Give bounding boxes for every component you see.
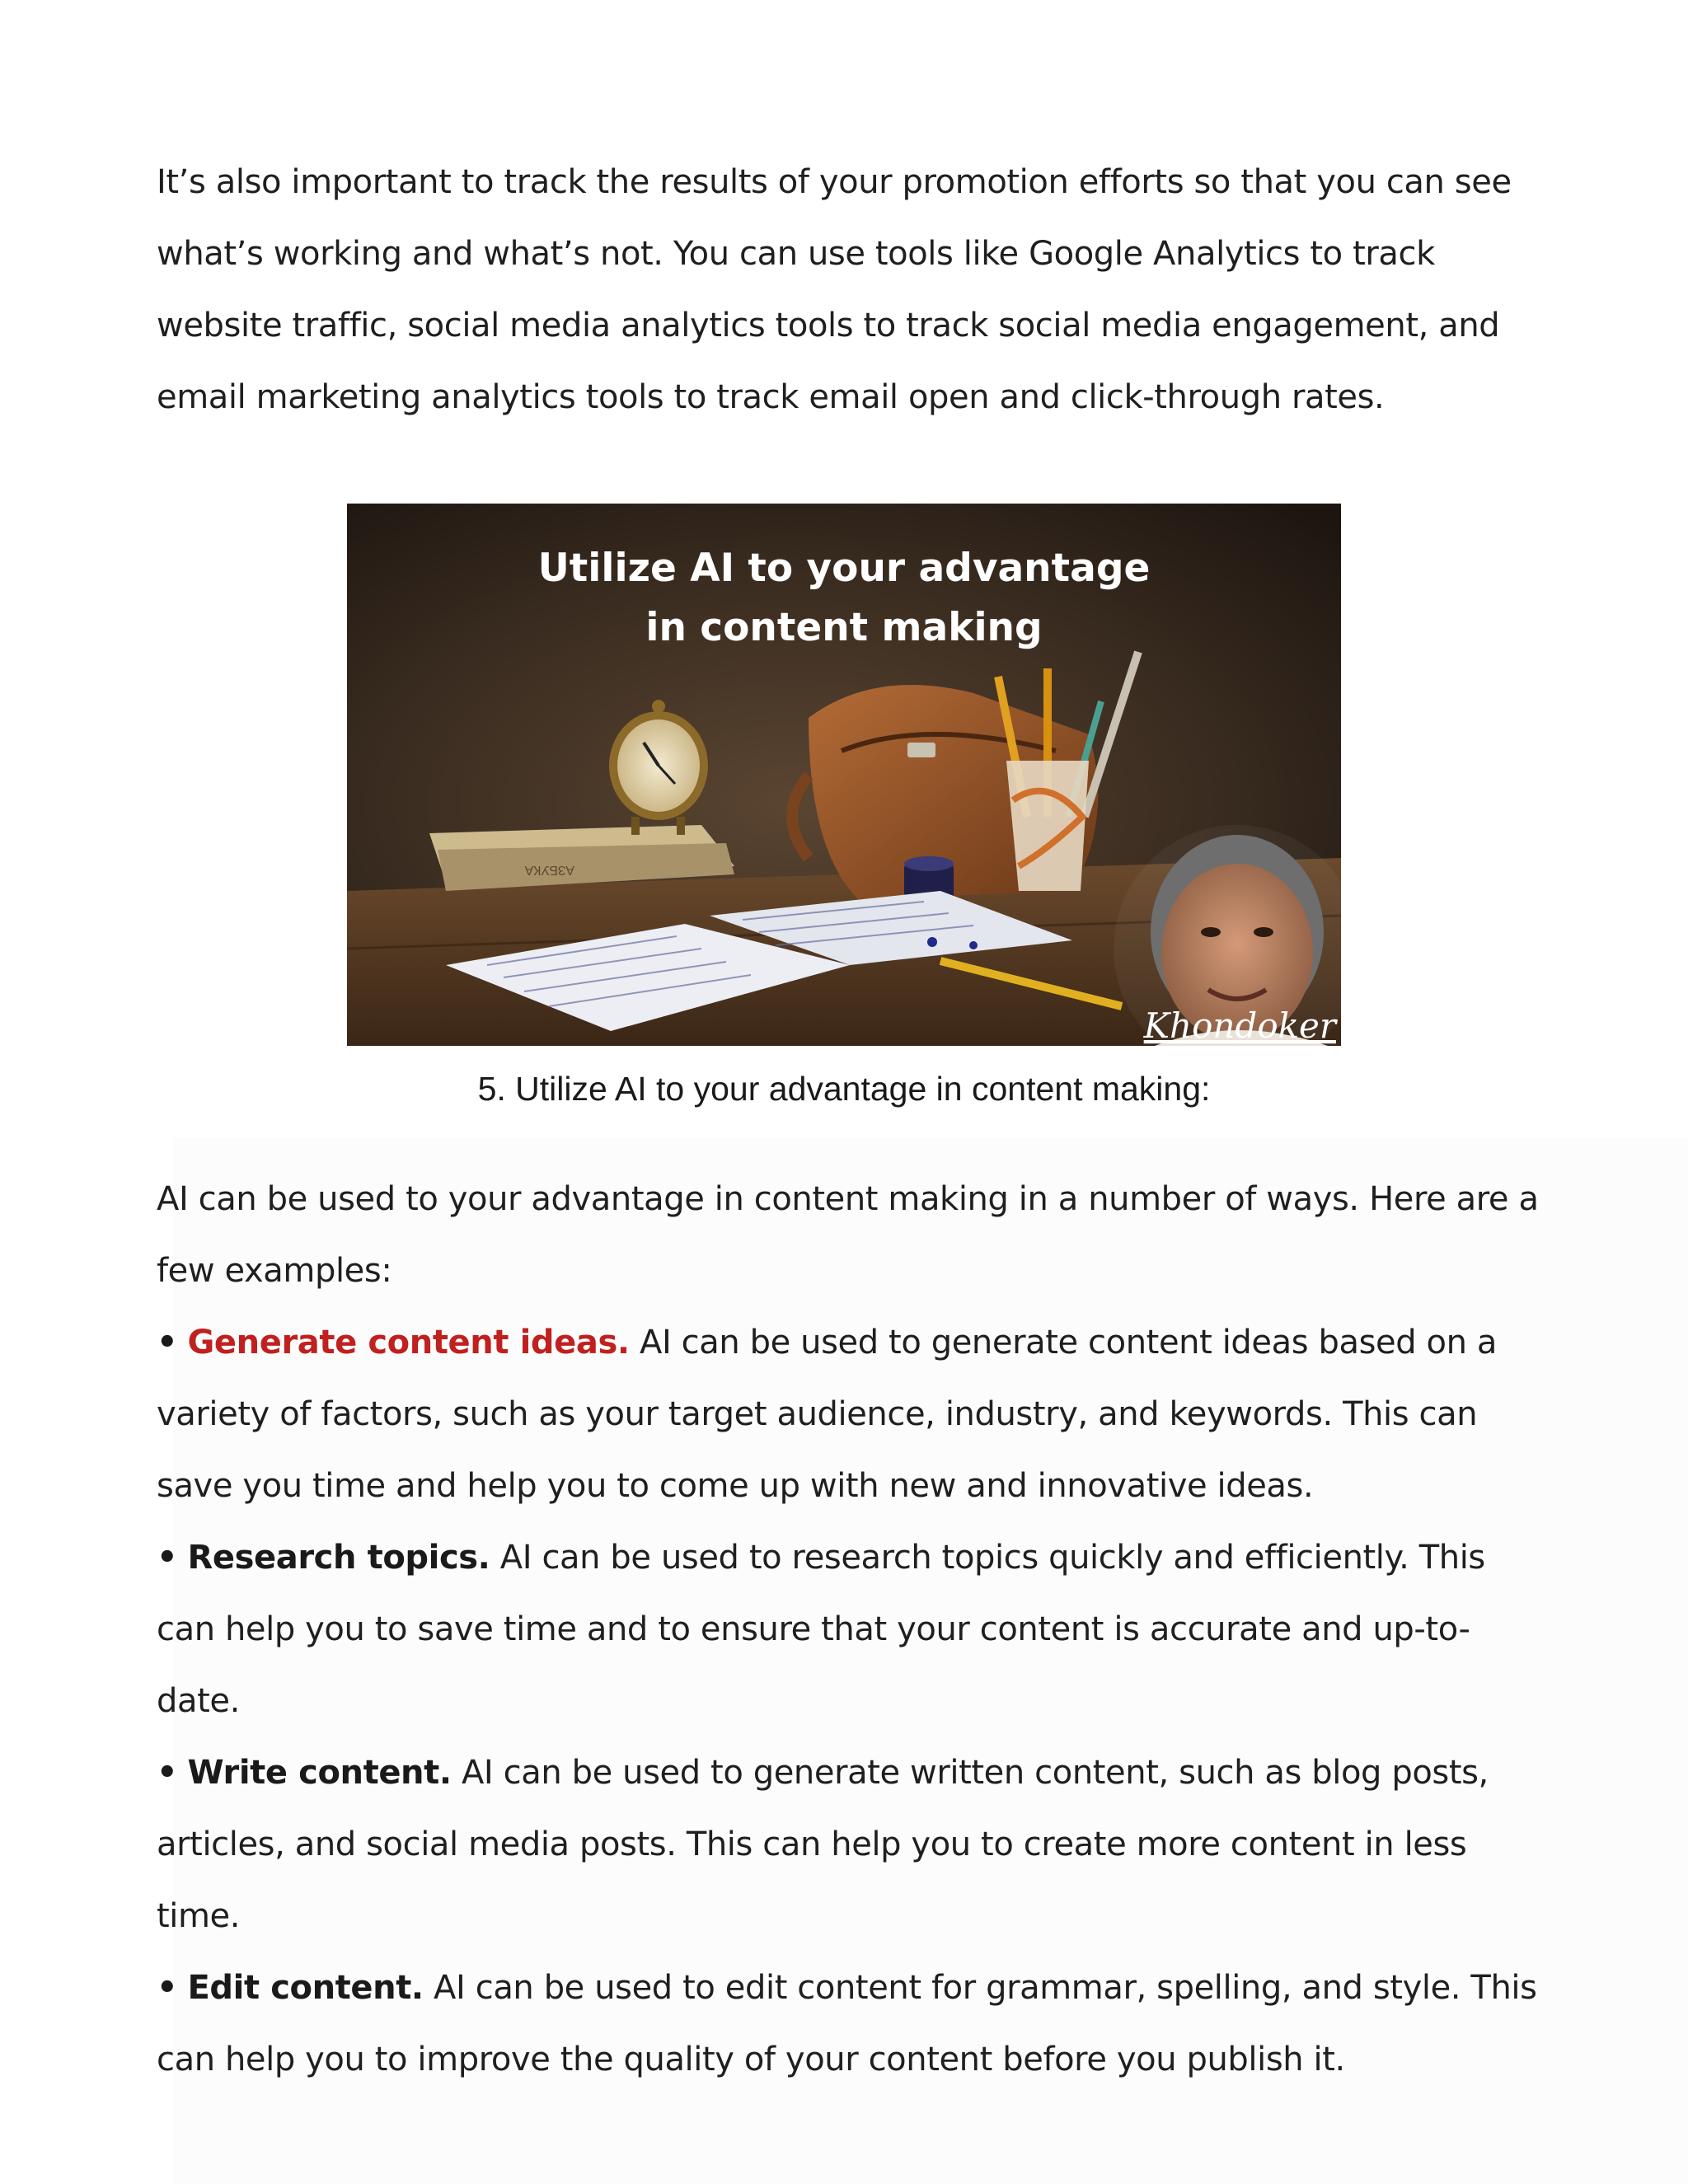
- article-illustration: [347, 504, 1341, 1046]
- bullet-marker: •: [157, 1324, 178, 1361]
- bullet-marker: •: [157, 1969, 178, 2007]
- bullet-text: AI can be used to generate content ideas based on a variety of factors, such as your target audience, industry, and keywords. This can save you time and help you to come up with new and innovative ideas.: [157, 1324, 1497, 1505]
- ai-examples-section: [157, 1164, 1541, 2096]
- book-spine-text: АЗБУКА: [524, 863, 574, 877]
- illustration-title-line1: Utilize AI to your advantage: [537, 546, 1151, 591]
- list-item: [157, 1522, 1541, 1737]
- section-intro: AI can be used to your advantage in content making in a number of ways. Here are a few examples:: [157, 1180, 1539, 1290]
- bullet-marker: •: [157, 1754, 178, 1792]
- list-item: [157, 1737, 1541, 1952]
- bullet-term: Generate content ideas.: [187, 1324, 630, 1361]
- bullet-term: Write content.: [187, 1754, 452, 1792]
- list-item: [157, 1952, 1541, 2096]
- bullet-text: AI can be used to generate written content, such as blog posts, articles, and social media posts. This can help you to create more content in less time.: [157, 1754, 1489, 1935]
- illustration-title-line2: in content making: [645, 605, 1043, 650]
- bullet-term: Edit content.: [187, 1969, 424, 2007]
- bullet-text: AI can be used to edit content for grammar, spelling, and style. This can help you to improve the quality of your content before you publish it.: [157, 1969, 1537, 2079]
- author-signature: Khondoker: [1143, 1005, 1336, 1046]
- list-item: [157, 1307, 1541, 1522]
- bullet-marker: •: [157, 1539, 178, 1577]
- bullet-term: Research topics.: [187, 1539, 490, 1577]
- figure-caption: 5. Utilize AI to your advantage in content making:: [477, 1070, 1211, 1108]
- bullet-text: AI can be used to research topics quickly and efficiently. This can help you to save time and to ensure that your content is accurate and up-to-date.: [157, 1539, 1485, 1720]
- intro-paragraph: It’s also important to track the results of your promotion efforts so that you can see what’s working and what’s not. You can use tools like Google Analytics to track website traffic, social media analytics tools to track social media engagement, and email marketing analytics tools to track email open and click-through rates.: [157, 163, 1512, 416]
